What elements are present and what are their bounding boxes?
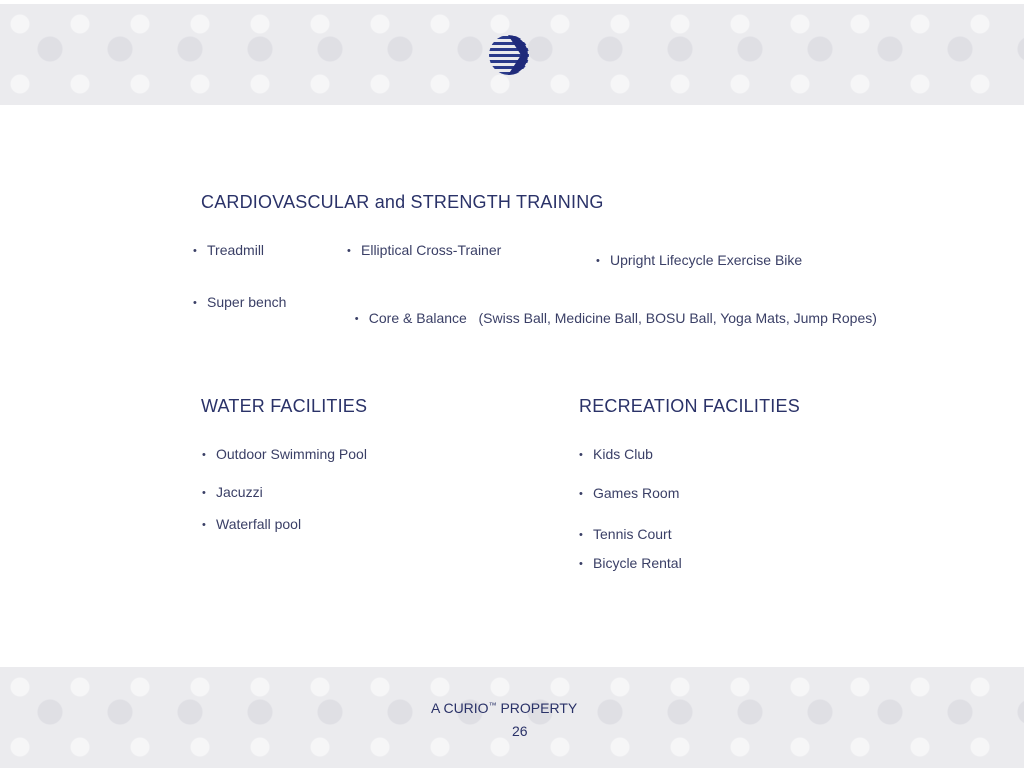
list-item: • Kids Club xyxy=(579,446,653,462)
bullet-icon: • xyxy=(354,313,359,325)
bullet-icon: • xyxy=(202,449,206,461)
water-heading: WATER FACILITIES xyxy=(201,396,368,416)
list-item: • Upright Lifecycle Exercise Bike xyxy=(596,252,803,268)
bullet-icon: • xyxy=(202,487,206,499)
footer-brand-line: A CURIO™ PROPERTY xyxy=(431,700,578,716)
bullet-icon: • xyxy=(596,255,600,267)
list-item: • Outdoor Swimming Pool xyxy=(202,446,367,462)
bullet-icon: • xyxy=(193,245,197,257)
bullet-icon: • xyxy=(579,558,583,570)
bullet-icon: • xyxy=(579,449,583,461)
header-band xyxy=(0,4,1024,105)
list-item: • Elliptical Cross-Trainer xyxy=(347,242,502,258)
list-item: • Core & Balance (Swiss Ball, Medicine Ball, BOSU Ball, Yoga Mats, Jump Ropes) xyxy=(354,310,877,326)
bullet-icon: • xyxy=(202,519,206,531)
bullet-icon: • xyxy=(579,529,583,541)
list-item: • Bicycle Rental xyxy=(579,555,682,571)
trademark-mark: ™ xyxy=(488,701,497,710)
cardio-heading: CARDIOVASCULAR and STRENGTH TRAINING xyxy=(201,192,604,212)
list-item: • Games Room xyxy=(579,485,680,501)
list-item: • Super bench xyxy=(193,294,287,310)
brand-logo-icon xyxy=(488,32,534,78)
bullet-icon: • xyxy=(347,245,351,257)
bullet-icon: • xyxy=(579,488,583,500)
list-item: • Treadmill xyxy=(193,242,265,258)
list-item: • Waterfall pool xyxy=(202,516,302,532)
page-number: 26 xyxy=(512,723,528,739)
recreation-heading: RECREATION FACILITIES xyxy=(579,396,800,416)
bullet-icon: • xyxy=(193,297,197,309)
list-item: • Jacuzzi xyxy=(202,484,263,500)
list-item: • Tennis Court xyxy=(579,526,672,542)
footer-band xyxy=(0,667,1024,768)
